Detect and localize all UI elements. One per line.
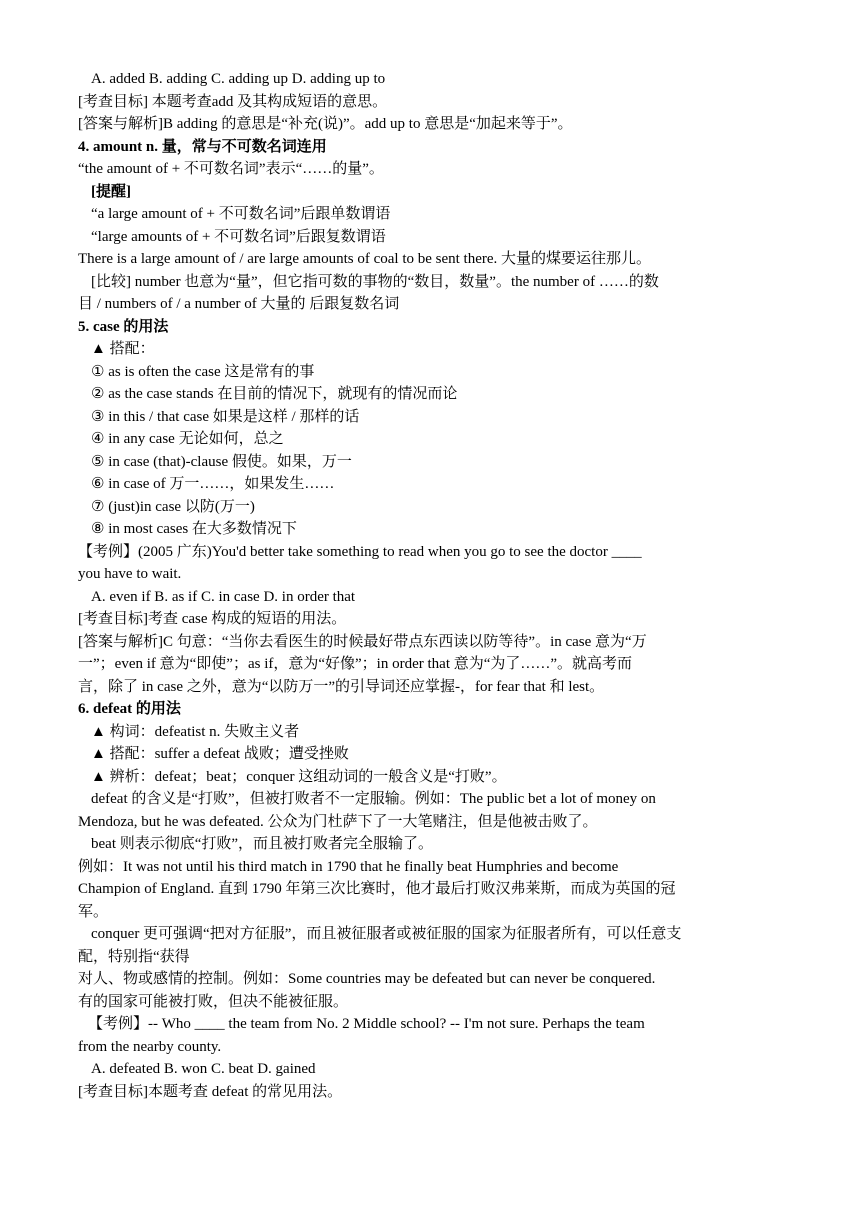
- collocation-line: ▲ 搭配：suffer a defeat 战败；遭受挫败: [91, 746, 349, 762]
- exam-target-line: [考查目标]考查 case 构成的短语的用法。: [78, 611, 347, 627]
- list-item: ⑧ in most cases 在大多数情况下: [91, 521, 297, 537]
- exam-example-question: 【考例】-- Who ____ the team from No. 2 Middle school? -- I'm not sure. Perhaps the team: [88, 1016, 645, 1032]
- list-item: ⑦ (just)in case 以防(万一): [91, 499, 255, 515]
- paragraph-line: beat 则表示彻底“打败”，而且被打败者完全服输了。: [91, 836, 434, 852]
- example-sentence: There is a large amount of / are large amounts of coal to be sent there. 大量的煤要运往那儿。: [78, 251, 652, 267]
- reminder-label: [提醒]: [91, 184, 131, 200]
- list-item: ③ in this / that case 如果是这样 / 那样的话: [91, 409, 360, 425]
- exam-target-line: [考查目标]本题考查 defeat 的常见用法。: [78, 1084, 343, 1100]
- options-line: A. added B. adding C. adding up D. adding up to: [91, 71, 386, 87]
- text-line: “large amounts of + 不可数名词”后跟复数谓语: [91, 229, 386, 245]
- answer-analysis-line: [答案与解析]C 句意：“当你去看医生的时候最好带点东西读以防等待”。in case 意为“万: [78, 634, 647, 650]
- options-line: A. defeated B. won C. beat D. gained: [91, 1061, 316, 1077]
- paragraph-line: 军。: [78, 904, 109, 920]
- list-item: ① as is often the case 这是常有的事: [91, 364, 315, 380]
- section-heading-case: 5. case 的用法: [78, 319, 169, 335]
- list-item: ⑤ in case (that)-clause 假使。如果，万一: [91, 454, 352, 470]
- comparison-line: [比较] number 也意为“量”，但它指可数的事物的“数目，数量”。the number of ……的数: [91, 274, 659, 290]
- answer-analysis-line-cont: 一”；even if 意为“即使”；as if，意为“好像”；in order that 意为“为了……”。就高考而: [78, 656, 633, 672]
- answer-analysis-line: [答案与解析]B adding 的意思是“补充(说)”。add up to 意思是“加起来等于”。: [78, 116, 573, 132]
- comparison-line-cont: 目 / numbers of / a number of 大量的 后跟复数名词: [78, 296, 400, 312]
- paragraph-line: 配，特别指“获得: [78, 949, 190, 965]
- section-heading-amount: 4. amount n. 量，常与不可数名词连用: [78, 139, 327, 155]
- list-item: ② as the case stands 在目前的情况下，就现有的情况而论: [91, 386, 458, 402]
- paragraph-line: 有的国家可能被打败，但决不能被征服。: [78, 994, 349, 1010]
- exam-target-line: [考查目标] 本题考查add 及其构成短语的意思。: [78, 94, 388, 110]
- word-formation-line: ▲ 构词：defeatist n. 失败主义者: [91, 724, 300, 740]
- text-line: “the amount of + 不可数名词”表示“……的量”。: [78, 161, 384, 177]
- paragraph-line: Mendoza, but he was defeated. 公众为门杜萨下了一大笔赌注，但是他被击败了。: [78, 814, 598, 830]
- text-line: “a large amount of + 不可数名词”后跟单数谓语: [91, 206, 391, 222]
- paragraph-line: 对人、物或感情的控制。例如：Some countries may be defeated but can never be conquered.: [78, 971, 656, 987]
- distinction-line: ▲ 辨析：defeat；beat；conquer 这组动词的一般含义是“打败”。: [91, 769, 507, 785]
- paragraph-line: 例如：It was not until his third match in 1790 that he finally beat Humphries and become: [78, 859, 619, 875]
- answer-analysis-line-cont: 言，除了 in case 之外，意为“以防万一”的引导词还应掌握-，for fear that 和 lest。: [78, 679, 605, 695]
- paragraph-line: defeat 的含义是“打败”，但被打败者不一定服输。例如：The public bet a lot of money on: [91, 791, 656, 807]
- collocation-label: ▲ 搭配：: [91, 341, 155, 357]
- exam-example-question-cont: from the nearby county.: [78, 1039, 222, 1055]
- list-item: ⑥ in case of 万一……，如果发生……: [91, 476, 335, 492]
- exam-example-question-cont: you have to wait.: [78, 566, 182, 582]
- paragraph-line: conquer 更可强调“把对方征服”，而且被征服者或被征服的国家为征服者所有，可以任意支: [91, 926, 682, 942]
- paragraph-line: Champion of England. 直到 1790 年第三次比赛时，他才最后打败汉弗莱斯，而成为英国的冠: [78, 881, 676, 897]
- list-item: ④ in any case 无论如何，总之: [91, 431, 284, 447]
- options-line: A. even if B. as if C. in case D. in order that: [91, 589, 356, 605]
- section-heading-defeat: 6. defeat 的用法: [78, 701, 181, 717]
- exam-example-question: 【考例】(2005 广东)You'd better take something to read when you go to see the doctor ____: [78, 544, 642, 560]
